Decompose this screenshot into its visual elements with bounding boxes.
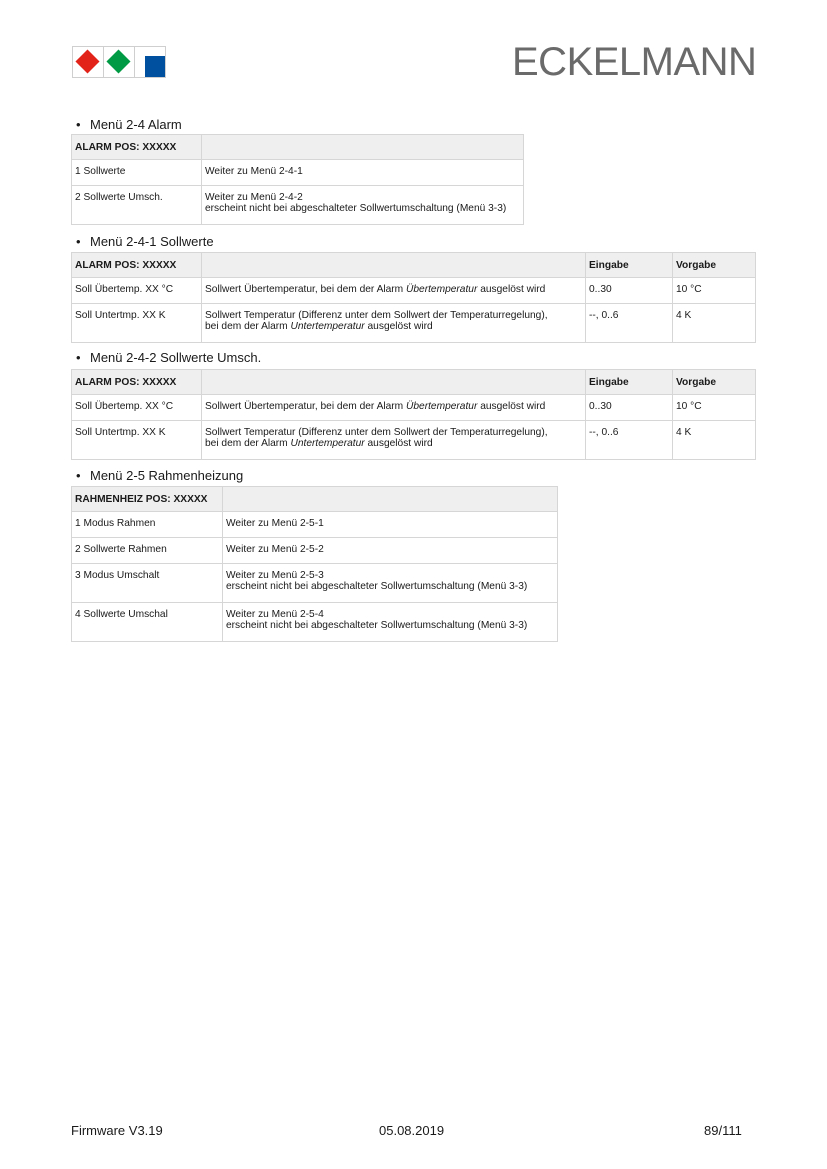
table-row: 2 Sollwerte Umsch. Weiter zu Menü 2-4-2 erscheint nicht bei abgeschalteter Sollwertumschaltung (Menü 3-3) [72,186,524,225]
column-header: Vorgabe [673,253,756,278]
footer-date: 05.08.2019 [379,1123,445,1138]
column-header: Eingabe [586,370,673,395]
section-heading-menu-2-4-1: • Menü 2-4-1 Sollwerte [76,234,214,249]
brand-wordmark: ECKELMANN [512,40,757,84]
table-menu-2-4-1 [71,252,756,343]
table-menu-2-4-2 [71,369,756,460]
column-header: RAHMENHEIZ POS: XXXXX [72,487,223,512]
section-title: Menü 2-4 Alarm [90,117,182,132]
column-header: Vorgabe [673,370,756,395]
footer-firmware: Firmware V3.19 [71,1123,163,1138]
table-row: 1 Sollwerte Weiter zu Menü 2-4-1 [72,160,524,186]
column-header: Eingabe [586,253,673,278]
column-header [202,370,586,395]
section-heading-menu-2-4: • Menü 2-4 Alarm [76,117,182,132]
column-header [223,487,558,512]
column-header [202,253,586,278]
table-row: 3 Modus Umschalt Weiter zu Menü 2-5-3 erscheint nicht bei abgeschalteter Sollwertumschaltung (Menü 3-3) [72,564,558,603]
red-diamond-icon [75,49,99,73]
section-title: Menü 2-4-1 Sollwerte [90,234,214,249]
table-menu-2-4 [71,134,524,225]
section-heading-menu-2-5: • Menü 2-5 Rahmenheizung [76,468,244,483]
eckelmann-logo-mark [72,46,166,78]
table-row: 1 Modus Rahmen Weiter zu Menü 2-5-1 [72,512,558,538]
section-heading-menu-2-4-2: • Menü 2-4-2 Sollwerte Umsch. [76,350,262,365]
table-row: Soll Übertemp. XX °C Sollwert Übertemperatur, bei dem der Alarm Übertemperatur ausgelöst wird 0..30 10 °C [72,395,756,421]
green-diamond-icon [106,49,130,73]
column-header: ALARM POS: XXXXX [72,253,202,278]
section-title: Menü 2-5 Rahmenheizung [90,468,244,483]
table-row: 2 Sollwerte Rahmen Weiter zu Menü 2-5-2 [72,538,558,564]
column-header: ALARM POS: XXXXX [72,370,202,395]
table-row: 4 Sollwerte Umschal Weiter zu Menü 2-5-4 erscheint nicht bei abgeschalteter Sollwertumschaltung (Menü 3-3) [72,603,558,642]
table-row: Soll Untertmp. XX K Sollwert Temperatur (Differenz unter dem Sollwert der Temperaturregelung), bei dem der Alarm Untertemperatur ausgelöst wird --, 0..6 4 K [72,304,756,343]
column-header [202,135,524,160]
table-row: Soll Untertmp. XX K Sollwert Temperatur (Differenz unter dem Sollwert der Temperaturregelung), bei dem der Alarm Untertemperatur ausgelöst wird --, 0..6 4 K [72,421,756,460]
section-title: Menü 2-4-2 Sollwerte Umsch. [90,350,262,365]
table-menu-2-5 [71,486,558,642]
footer-page-number: 89/111 [704,1123,742,1138]
table-row: Soll Übertemp. XX °C Sollwert Übertemperatur, bei dem der Alarm Übertemperatur ausgelöst wird 0..30 10 °C [72,278,756,304]
blue-square-icon [145,56,165,77]
column-header: ALARM POS: XXXXX [72,135,202,160]
